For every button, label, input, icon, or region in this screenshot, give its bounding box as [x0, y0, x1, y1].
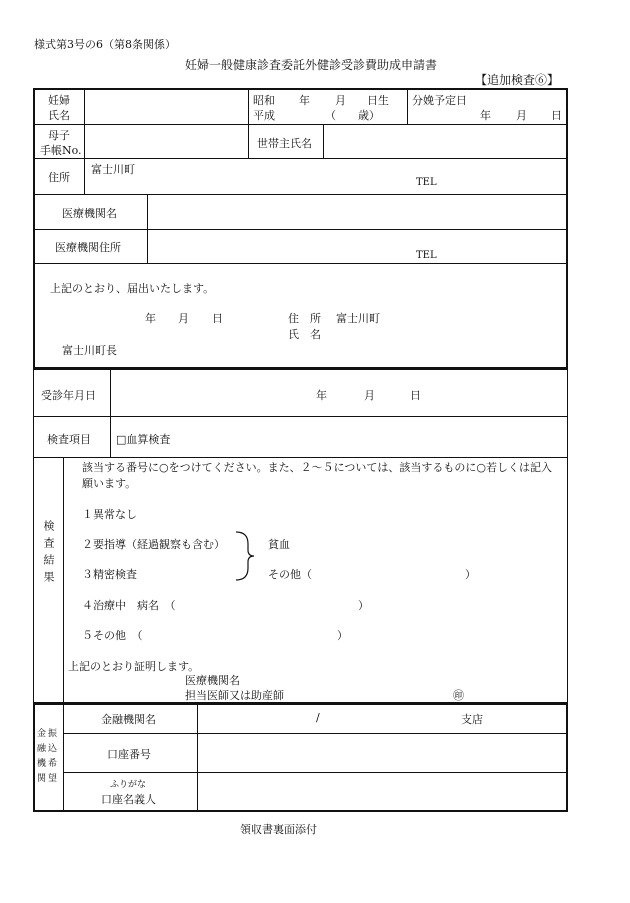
due-day-label: 日: [551, 109, 562, 122]
age-label: （ 歳）: [325, 109, 380, 122]
account-holder-label: 口座名義人: [101, 793, 156, 806]
exam-badge: 【追加検査⑥】: [475, 73, 560, 87]
clinic-address-label: 医療機関住所: [55, 241, 121, 254]
exam-instruction: 該当する番号に○をつけてください。また、２～５については、該当するものに○若しくは記入願います。: [82, 461, 552, 490]
pregnant-name-input[interactable]: [90, 98, 240, 111]
option-4-close: ）: [358, 599, 369, 612]
exam-item-label: 検査項目: [47, 433, 91, 446]
certify-text: 上記のとおり証明します。: [68, 660, 200, 673]
exam-day-label: 日: [410, 389, 421, 402]
option-1[interactable]: １異常なし: [82, 508, 137, 521]
era-heisei: 平成: [253, 109, 275, 122]
brace-icon: [234, 530, 256, 582]
account-number-input[interactable]: [205, 745, 560, 758]
sub-other[interactable]: その他（: [268, 568, 312, 581]
bank-branch-label: 支店: [461, 713, 483, 726]
cert-doctor-label: 担当医師又は助産師: [185, 689, 284, 702]
boshi-number-input[interactable]: [90, 134, 240, 147]
due-year-label: 年: [480, 109, 491, 122]
decl-day-label: 日: [212, 312, 223, 325]
sub-other-close: ）: [465, 568, 476, 581]
address-label: 住所: [48, 171, 70, 184]
cert-clinic-label: 医療機関名: [185, 674, 240, 687]
birth-day-label: 日生: [367, 94, 389, 107]
address-tel-label: TEL: [416, 177, 437, 188]
form-number: 様式第3号の6（第8条関係）: [34, 38, 176, 51]
due-date-label: 分娩予定日: [412, 94, 467, 107]
birth-year-label: 年: [299, 94, 310, 107]
furigana-label: ふりがな: [110, 780, 147, 790]
account-holder-input[interactable]: [205, 785, 560, 798]
boshi-label-1: 母子: [48, 129, 70, 142]
boshi-label-2: 手帳No.: [40, 144, 82, 157]
bank-slash: /: [316, 711, 320, 724]
seal-mark: ㊞: [453, 689, 464, 702]
household-head-input[interactable]: [330, 134, 560, 147]
decl-address-label: 住 所: [288, 312, 321, 325]
declaration-text: 上記のとおり、届出いたします。: [50, 282, 215, 295]
option-2[interactable]: ２要指導（経過観察も含む）: [82, 538, 225, 551]
era-showa: 昭和: [253, 94, 275, 107]
decl-year-label: 年: [145, 312, 156, 325]
option-3[interactable]: ３精密検査: [82, 568, 137, 581]
pregnant-label-2: 氏名: [48, 109, 70, 122]
decl-month-label: 月: [178, 312, 189, 325]
birth-month-label: 月: [335, 94, 346, 107]
exam-month-label: 月: [364, 389, 375, 402]
recipient: 富士川町長: [62, 344, 117, 357]
clinic-tel-label: TEL: [416, 250, 437, 261]
decl-address-value: 富士川町: [336, 312, 380, 325]
due-month-label: 月: [516, 109, 527, 122]
footer-note: 領収書裏面添付: [240, 823, 317, 836]
clinic-name-input[interactable]: [155, 205, 555, 218]
pregnant-label-1: 妊婦: [48, 94, 70, 107]
decl-name-label: 氏 名: [288, 328, 321, 341]
exam-date-label: 受診年月日: [41, 389, 96, 402]
sub-anemia[interactable]: 貧血: [268, 538, 290, 551]
option-5[interactable]: ５その他 （: [82, 629, 143, 642]
form-title: 妊婦一般健康診査委託外健診受診費助成申請書: [185, 58, 438, 72]
blood-count-checkbox[interactable]: □血算検査: [116, 433, 171, 446]
clinic-name-label: 医療機関名: [62, 207, 117, 220]
exam-result-label: 検査結果: [42, 520, 55, 588]
option-4[interactable]: ４治療中 病名 （: [82, 599, 176, 612]
address-value: 富士川町: [91, 163, 135, 176]
bank-side-label: 金振融込機希関望: [37, 729, 60, 784]
bank-name-label: 金融機関名: [101, 713, 156, 726]
household-head-label: 世帯主氏名: [257, 137, 312, 150]
exam-year-label: 年: [316, 389, 327, 402]
option-5-close: ）: [337, 629, 348, 642]
account-number-label: 口座番号: [107, 748, 151, 761]
